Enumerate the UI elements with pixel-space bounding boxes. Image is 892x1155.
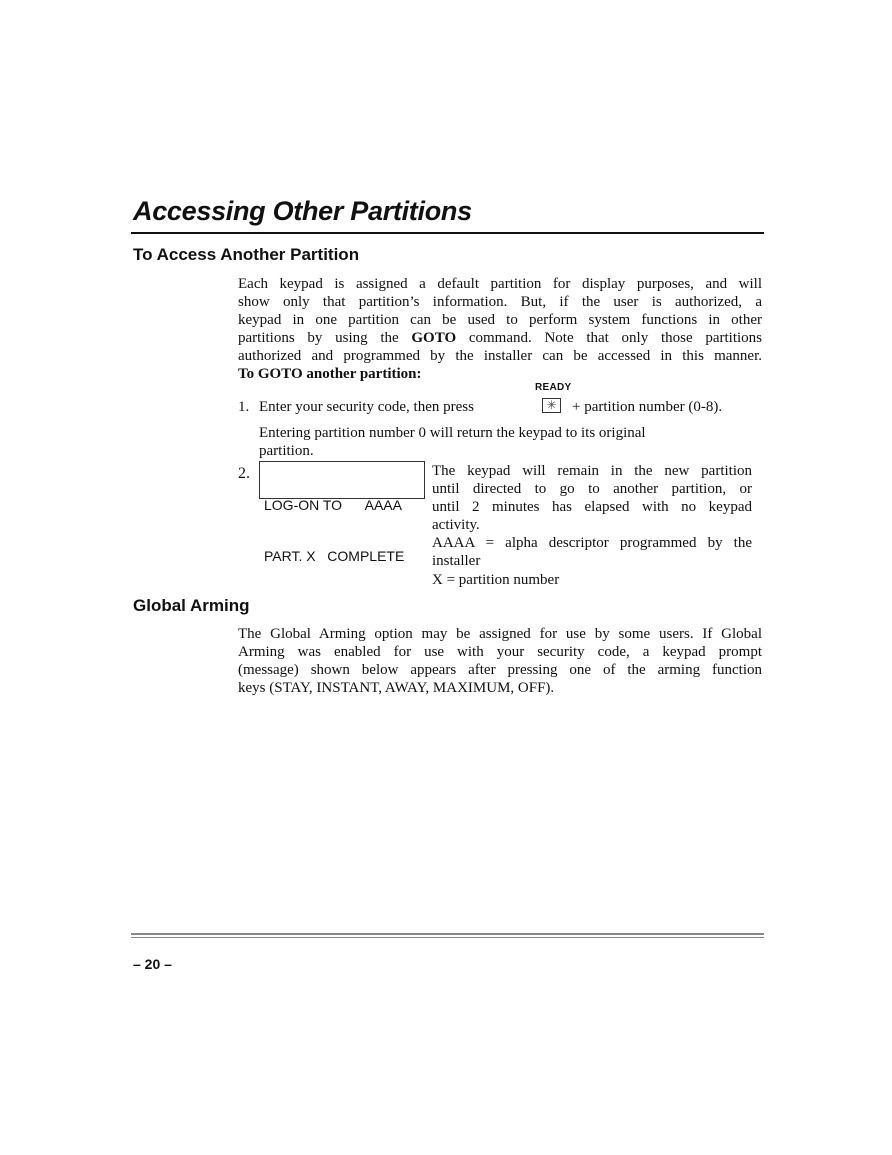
para-line: The Global Arming option may be assigned for use by some users. If Global bbox=[238, 626, 762, 642]
step1-note-line: Entering partition number 0 will return the keypad to its original bbox=[259, 425, 646, 441]
page-title: Accessing Other Partitions bbox=[133, 196, 472, 226]
para-line: (message) shown below appears after pressing one of the arming function bbox=[238, 662, 762, 678]
goto-pre-text: partitions by using the bbox=[238, 330, 412, 346]
global-arming-paragraph bbox=[238, 625, 762, 697]
goto-subheading: To GOTO another partition: bbox=[238, 366, 422, 382]
para-line: keypad in one partition can be used to perform system functions in other bbox=[238, 312, 762, 328]
step2-description bbox=[432, 462, 752, 589]
section-heading-access-partition: To Access Another Partition bbox=[133, 245, 360, 264]
aaaa-definition: AAAA = alpha descriptor programmed by the bbox=[432, 535, 752, 551]
para-line: keys (STAY, INSTANT, AWAY, MAXIMUM, OFF). bbox=[238, 680, 555, 696]
step2-line: activity. bbox=[432, 517, 480, 533]
para-line: Each keypad is assigned a default partition for display purposes, and will bbox=[238, 276, 762, 292]
para-line: Arming was enabled for use with your security code, a keypad prompt bbox=[238, 644, 762, 660]
step2-line: until 2 minutes has elapsed with no keypad bbox=[432, 499, 752, 515]
step1-text: Enter your security code, then press bbox=[259, 399, 474, 415]
step1-note-line: partition. bbox=[259, 443, 314, 459]
asterisk-key-icon: ✳ bbox=[542, 398, 561, 413]
goto-post-text: command. Note that only those partitions bbox=[456, 330, 762, 346]
step2-line: until directed to go to another partition, or bbox=[432, 481, 752, 497]
lcd-line-1: LOG-ON TO AAAA bbox=[264, 497, 402, 513]
lcd-line-2: PART. X COMPLETE bbox=[264, 548, 405, 564]
footer-rule-thin bbox=[131, 937, 764, 938]
goto-command: GOTO bbox=[411, 330, 457, 346]
intro-paragraph bbox=[238, 275, 762, 365]
section-heading-global-arming: Global Arming bbox=[133, 596, 250, 615]
para-line: authorized and programmed by the installer can be accessed in this manner. bbox=[238, 348, 762, 364]
x-definition: X = partition number bbox=[432, 572, 560, 588]
aaaa-definition-cont: installer bbox=[432, 553, 481, 569]
ready-label: READY bbox=[535, 382, 572, 393]
para-line-goto bbox=[238, 329, 762, 347]
footer-rule bbox=[131, 933, 764, 935]
para-line: show only that partition’s information. But, if the user is authorized, a bbox=[238, 294, 762, 310]
step2-number: 2. bbox=[238, 465, 250, 482]
keypad-display bbox=[259, 461, 425, 564]
step2-line: The keypad will remain in the new partition bbox=[432, 463, 752, 479]
step1-suffix: + partition number (0-8). bbox=[572, 399, 723, 415]
step1-number: 1. bbox=[238, 399, 250, 415]
title-rule bbox=[131, 232, 764, 234]
page-number: – 20 – bbox=[133, 956, 172, 972]
